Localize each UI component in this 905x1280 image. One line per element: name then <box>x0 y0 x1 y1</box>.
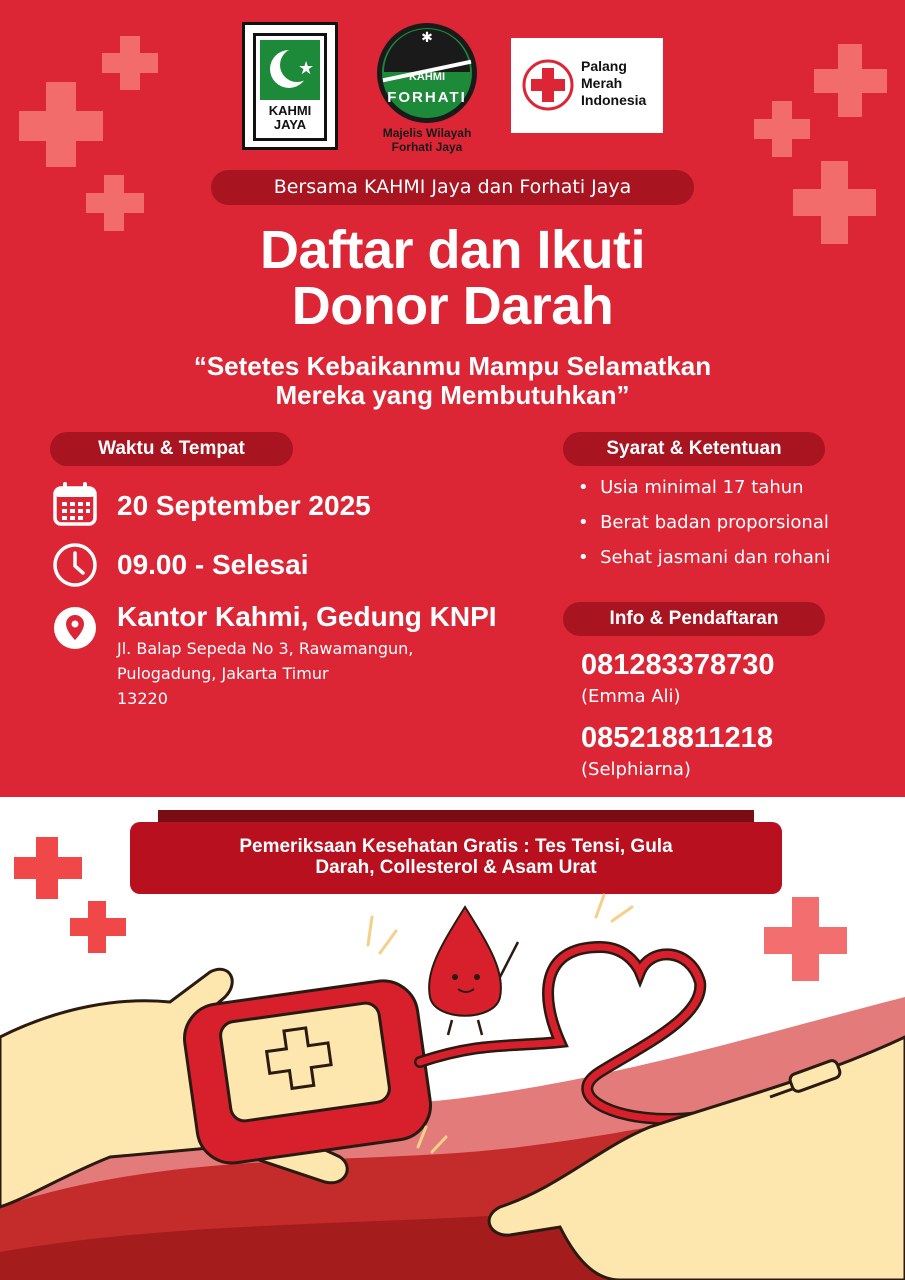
svg-text:✱: ✱ <box>421 30 433 46</box>
banner-line-1: Pemeriksaan Kesehatan Gratis : Tes Tensi, Gula <box>239 836 673 857</box>
address-line-1: Jl. Balap Sepeda No 3, Rawamangun, <box>117 639 414 658</box>
subtitle-pill <box>211 170 694 205</box>
list-item: • Berat badan proporsional <box>578 512 829 533</box>
location-pin-icon <box>52 605 98 651</box>
subtitle: Bersama KAHMI Jaya dan Forhati Jaya <box>273 176 632 198</box>
event-venue: Kantor Kahmi, Gedung KNPI <box>117 601 497 632</box>
requirement-text: Berat badan proporsional <box>600 512 829 533</box>
event-date: 20 September 2025 <box>117 490 371 521</box>
address-line-2: Pulogadung, Jakarta Timur <box>117 664 329 683</box>
section-info-pendaftaran: Info & Pendaftaran <box>563 602 825 636</box>
red-cross-icon <box>521 58 575 112</box>
contact-phone-1: 081283378730 <box>581 649 775 681</box>
cross-icon <box>814 44 887 117</box>
cross-icon <box>764 897 847 981</box>
list-item: • Sehat jasmani dan rohani <box>578 547 831 568</box>
pmi-text-1: Palang <box>581 58 627 74</box>
event-time: 09.00 - Selesai <box>117 549 309 580</box>
title-line-2: Donor Darah <box>291 276 614 336</box>
address-line-3: 13220 <box>117 689 168 708</box>
calendar-icon <box>52 481 98 527</box>
pmi-text-2: Merah <box>581 75 623 91</box>
cross-icon <box>70 901 126 953</box>
requirement-text: Usia minimal 17 tahun <box>600 477 804 498</box>
requirements-list <box>578 477 830 582</box>
pmi-logo <box>511 38 663 133</box>
contact-name-1: (Emma Ali) <box>581 686 681 707</box>
forhati-caption-1: Majelis Wilayah <box>382 126 472 140</box>
blood-drop-mascot-icon <box>429 907 518 1035</box>
pmi-text-3: Indonesia <box>581 92 647 108</box>
requirement-text: Sehat jasmani dan rohani <box>600 547 831 568</box>
list-item: • Usia minimal 17 tahun <box>578 477 804 498</box>
contact-name-2: (Selphiarna) <box>581 759 691 780</box>
title-line-1: Daftar dan Ikuti <box>259 220 646 280</box>
forhati-logo <box>376 22 478 124</box>
kahmi-logo-text: KAHMI JAYA <box>268 103 312 132</box>
donation-illustration <box>0 797 905 1280</box>
forhati-ring-bottom: FORHATI <box>387 89 467 106</box>
section-syarat-ketentuan: Syarat & Ketentuan <box>563 432 825 466</box>
quote <box>0 352 905 410</box>
banner-line-2: Darah, Collesterol & Asam Urat <box>315 857 597 878</box>
cross-icon <box>102 36 158 90</box>
cross-icon <box>19 82 103 167</box>
blood-bag-icon <box>180 976 435 1167</box>
forhati-caption <box>362 126 492 154</box>
kahmi-jaya-logo <box>242 22 338 150</box>
cross-icon <box>754 101 810 157</box>
contact-phone-2: 085218811218 <box>581 722 773 754</box>
section-waktu-tempat: Waktu & Tempat <box>50 432 293 466</box>
quote-line-2: Mereka yang Membutuhkan” <box>275 380 630 410</box>
clock-icon <box>52 542 98 588</box>
forhati-ring-top: KAHMI <box>408 71 446 83</box>
quote-line-1: “Setetes Kebaikanmu Mampu Selamatkan <box>193 351 712 381</box>
forhati-caption-2: Forhati Jaya <box>391 140 463 154</box>
cross-icon <box>14 837 82 899</box>
event-address <box>117 636 413 711</box>
page-title <box>0 222 905 334</box>
star-icon: ★ <box>298 58 315 79</box>
